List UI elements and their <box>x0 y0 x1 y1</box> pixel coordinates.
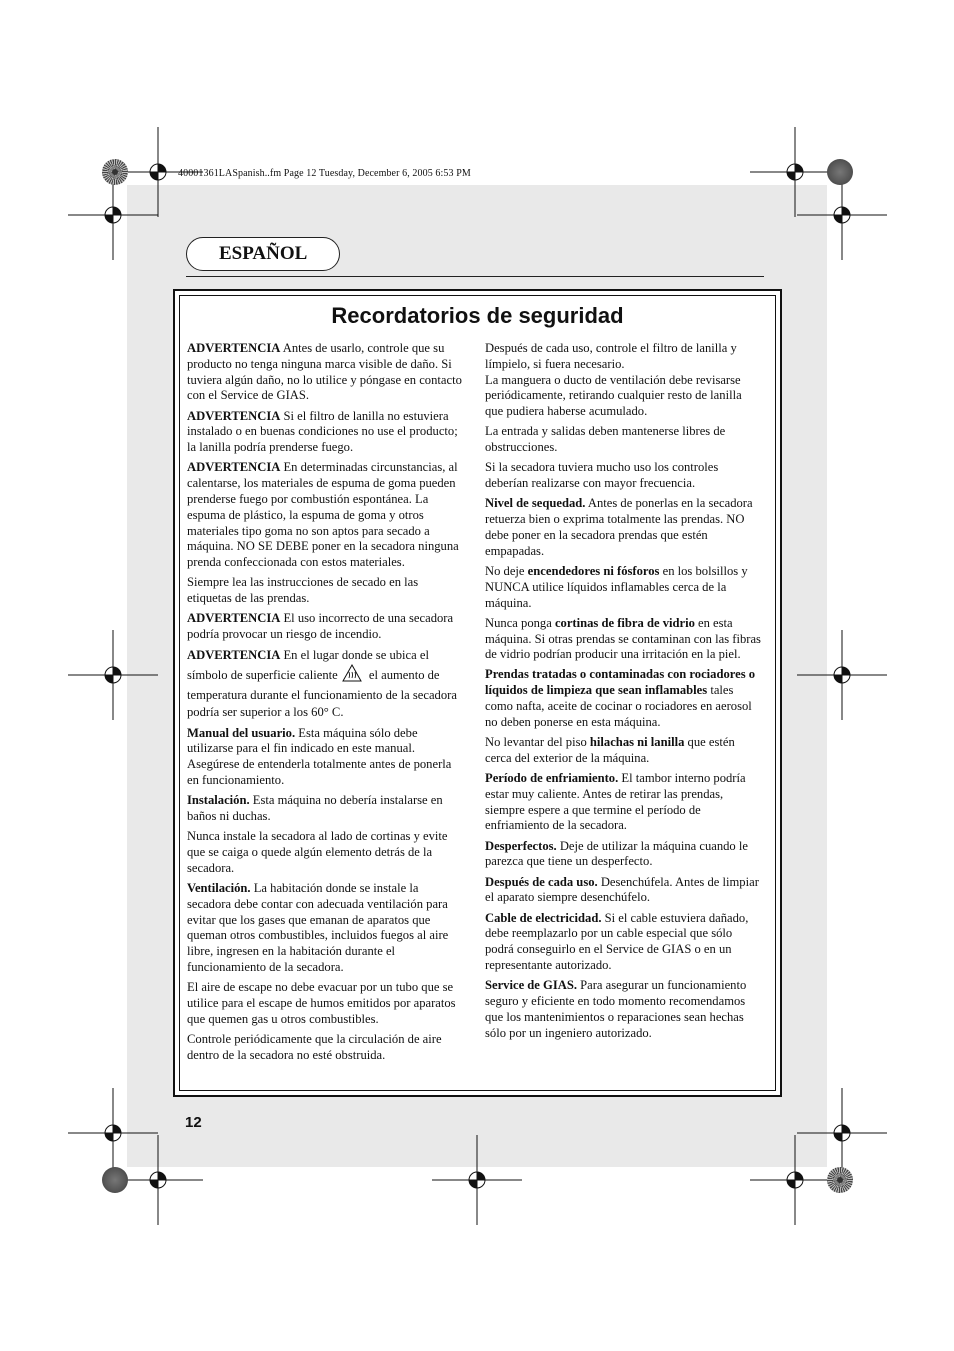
paragraph: ADVERTENCIA Si el filtro de lanilla no estuviera instalado o en buenas condiciones no use el producto; la lanilla podría prenderse fuego. <box>187 408 458 455</box>
hot-surface-warning-icon <box>342 664 362 687</box>
page-title: Recordatorios de seguridad <box>331 303 624 328</box>
paragraph: Después de cada uso, controle el filtro de lanilla y límpielo, si fuera necesario. <box>485 341 737 371</box>
paragraph: ADVERTENCIA En determinadas circunstancias, al calentarse, los materiales de espuma de goma pueden prenderse fuego por combustión espontánea. La espuma de plástico, la espuma de goma y otros materiales tipo goma no son aptos para secado a máquina. NO SE DEBE poner en la secadora ninguna prenda confeccionada con estos materiales. <box>187 460 459 570</box>
color-calibration-rosette-icon <box>827 1167 853 1193</box>
paragraph: Nivel de sequedad. Antes de ponerlas en la secadora retuerza bien o exprima totalmente las prendas. NO debe poner en la secadora prendas que estén empapadas. <box>485 496 753 558</box>
paragraph: Prendas tratadas o contaminadas con rociadores o líquidos de limpieza que sean inflamables tales como nafta, aceite de cocinar o rociadores en aerosol no deben ponerse en esta máquina. <box>485 667 756 729</box>
file-header-note: 40001361LASpanish..fm Page 12 Tuesday, December 6, 2005 6:53 PM <box>178 168 471 179</box>
paragraph: Nunca ponga cortinas de fibra de vidrio en esta máquina. Si otras prendas se contaminan con las fibras de vidrio podrían producir una irritación en la piel. <box>485 615 761 662</box>
color-calibration-rosette-icon <box>102 159 128 185</box>
paragraph: Cable de electricidad. Si el cable estuviera dañado, debe reemplazarlo por un cable especial que sólo podrá conseguirlo en el Service de GIAS o en un representante autorizado. <box>485 910 749 972</box>
registration-mark-icon <box>68 630 158 725</box>
paragraph: El aire de escape no debe evacuar por un tubo que se utilice para el escape de humos emitidos por aparatos que quemen gas u otros combustibles. <box>187 980 456 1026</box>
language-tab <box>186 237 340 271</box>
paragraph: No levantar del piso hilachas ni lanilla que estén cerca del exterior de la máquina. <box>485 735 735 765</box>
left-column <box>187 341 463 1068</box>
paragraph: ADVERTENCIA En el lugar donde se ubica el símbolo de superficie caliente el aumento de temperatura durante el funcionamiento de la secadora podría ser superior a los 60° C. <box>187 648 457 720</box>
paragraph: Instalación. Esta máquina no debería instalarse en baños ni duchas. <box>187 793 443 824</box>
paragraph: ADVERTENCIA Antes de usarlo, controle que su producto no tenga ninguna marca visible de daño. Si tuviera algún daño, no lo utilice y póngase en contacto con el Service de GIAS. <box>187 341 462 403</box>
paragraph: Siempre lea las instrucciones de secado en las etiquetas de las prendas. <box>187 575 419 606</box>
paragraph: ADVERTENCIA El uso incorrecto de una secadora podría provocar un riesgo de incendio. <box>187 611 454 642</box>
paragraph: Desperfectos. Deje de utilizar la máquina cuando le parezca que tiene un desperfecto. <box>485 838 748 869</box>
right-column <box>485 341 761 1046</box>
paragraph: La entrada y salidas deben mantenerse libres de obstrucciones. <box>485 424 726 455</box>
color-calibration-rosette-icon <box>102 1167 128 1193</box>
paragraph: Controle periódicamente que la circulación de aire dentro de la secadora no esté obstruida. <box>187 1031 442 1062</box>
language-tab-label: ESPAÑOL <box>219 243 308 264</box>
paragraph: Período de enfriamiento. El tambor interno podría estar muy caliente. Antes de retirar las prendas, siempre espere a que termine el período de enfriamiento de la secadora. <box>485 771 746 833</box>
paragraph: Service de GIAS. Para asegurar un funcionamiento seguro y eficiente en todo momento recomendamos que los mantenimientos o reparaciones sean hechas sólo por un ingeniero autorizado. <box>485 978 747 1040</box>
paragraph: Después de cada uso. Desenchúfela. Antes de limpiar el aparato siempre desenchúfelo. <box>485 874 759 905</box>
paragraph: La manguera o ducto de ventilación debe revisarse periódicamente, retirando cualquier resto de lanilla que pudiera haberse acumulado. <box>485 372 742 419</box>
page-number: 12 <box>185 1114 202 1131</box>
safety-box <box>173 289 782 1097</box>
paragraph: Si la secadora tuviera mucho uso los controles deberían realizarse con mayor frecuencia. <box>485 460 719 491</box>
paragraph: Ventilación. La habitación donde se instale la secadora debe contar con adecuada ventilación para evitar que los gases que emanan de aparatos que queman otros combustibles, incluidos fuegos al aire libre, ingresen en la habitación durante el funcionamiento de la secadora. <box>187 881 449 975</box>
header-rule <box>186 276 764 277</box>
registration-mark-icon <box>432 1135 522 1230</box>
paragraph: Nunca instale la secadora al lado de cortinas y evite que se caiga o quede algún elemento detrás de la secadora. <box>187 829 448 875</box>
paragraph: No deje encendedores ni fósforos en los bolsillos y NUNCA utilice líquidos inflamables cerca de la máquina. <box>485 563 748 610</box>
color-calibration-rosette-icon <box>827 159 853 185</box>
registration-mark-icon <box>797 630 887 725</box>
paragraph: Manual del usuario. Esta máquina sólo debe utilizarse para el fin indicado en este manual. Asegúrese de entenderla totalmente antes de ponerla en funcionamiento. <box>187 725 452 788</box>
